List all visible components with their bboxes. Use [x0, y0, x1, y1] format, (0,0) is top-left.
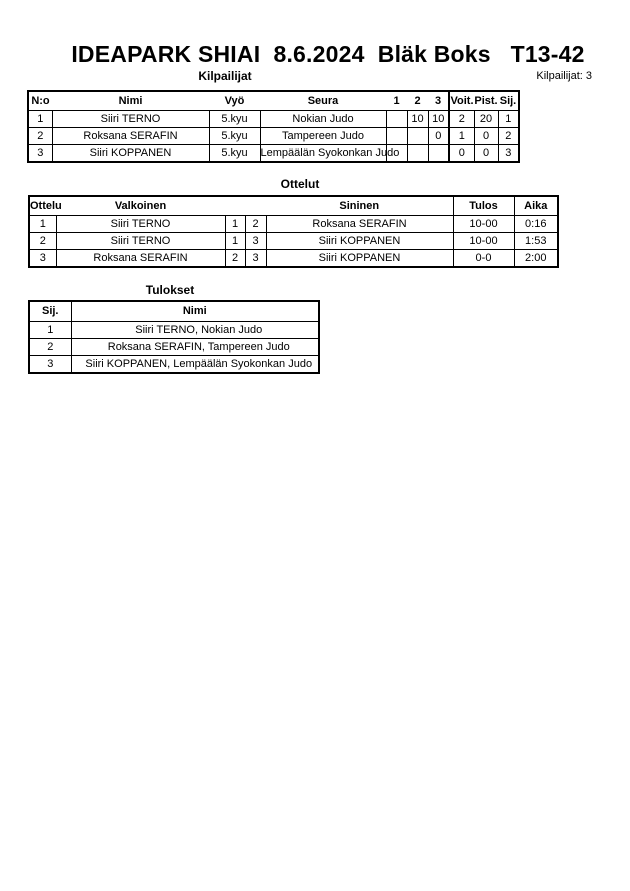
ottelut-table: [28, 195, 559, 268]
cell: 0: [474, 128, 498, 145]
cell: 0:16: [514, 216, 558, 233]
cell: 10: [407, 111, 428, 128]
tulokset-table: [28, 300, 320, 374]
header-no: N:o: [28, 91, 52, 111]
match-row: [29, 250, 558, 268]
cell: 0: [428, 128, 449, 145]
cell: 1:53: [514, 233, 558, 250]
header-sininen: Sininen: [266, 196, 453, 216]
cell: [407, 145, 428, 163]
cell: 1: [449, 128, 474, 145]
cell: [428, 145, 449, 163]
cell: 0: [449, 145, 474, 163]
header-valkoinen: Valkoinen: [56, 196, 225, 216]
page-title: IDEAPARK SHIAI 8.6.2024 Bläk Boks T13-42: [71, 41, 585, 67]
cell: 10-00: [453, 216, 514, 233]
cell: Lempäälän Syokonkan Judo: [260, 145, 386, 163]
header-blue-number: [245, 196, 266, 216]
cell: 20: [474, 111, 498, 128]
match-row: [29, 233, 558, 250]
cell: Siiri TERNO: [52, 111, 209, 128]
section-label-tulokset: Tulokset: [145, 283, 195, 297]
kilpailijat-header-row: [28, 91, 519, 111]
cell: 2: [29, 233, 56, 250]
cell: 3: [28, 145, 52, 163]
competitor-row: [28, 128, 519, 145]
cell: 2: [498, 128, 519, 145]
cell: 1: [28, 111, 52, 128]
ottelut-header-row: [29, 196, 558, 216]
header-seura: Seura: [260, 91, 386, 111]
header-vyo: Vyö: [209, 91, 260, 111]
cell: 5.kyu: [209, 111, 260, 128]
cell: 3: [245, 233, 266, 250]
section-label-ottelut: Ottelut: [280, 177, 320, 191]
cell: 10: [428, 111, 449, 128]
cell: 1: [498, 111, 519, 128]
cell: Siiri TERNO: [56, 233, 225, 250]
result-row: [29, 322, 319, 339]
header-nimi: Nimi: [71, 301, 319, 322]
cell: Roksana SERAFIN, Tampereen Judo: [71, 339, 319, 356]
header-sij: Sij.: [29, 301, 71, 322]
cell: 5.kyu: [209, 145, 260, 163]
header-round-1: 1: [386, 91, 407, 111]
header-tulos: Tulos: [453, 196, 514, 216]
cell: [386, 111, 407, 128]
cell: 2: [28, 128, 52, 145]
header-round-2: 2: [407, 91, 428, 111]
cell: Siiri TERNO, Nokian Judo: [71, 322, 319, 339]
cell: Siiri TERNO: [56, 216, 225, 233]
header-white-number: [225, 196, 245, 216]
cell: 1: [29, 322, 71, 339]
cell: 2: [29, 339, 71, 356]
cell: Roksana SERAFIN: [52, 128, 209, 145]
result-row: [29, 339, 319, 356]
header-nimi: Nimi: [52, 91, 209, 111]
cell: Siiri KOPPANEN, Lempäälän Syokonkan Judo: [71, 356, 319, 374]
competitor-count-label: Kilpailijat: 3: [536, 70, 592, 82]
cell: [386, 128, 407, 145]
cell: 3: [498, 145, 519, 163]
cell: Roksana SERAFIN: [56, 250, 225, 268]
competitor-row: [28, 111, 519, 128]
match-row: [29, 216, 558, 233]
section-label-kilpailijat: Kilpailijat: [198, 69, 252, 83]
header-ottelu: Ottelu: [29, 196, 56, 216]
cell: 3: [245, 250, 266, 268]
cell: Nokian Judo: [260, 111, 386, 128]
cell: 3: [29, 250, 56, 268]
cell: 5.kyu: [209, 128, 260, 145]
cell: 1: [29, 216, 56, 233]
cell: 1: [225, 216, 245, 233]
cell: Siiri KOPPANEN: [266, 250, 453, 268]
header-sij: Sij.: [498, 91, 519, 111]
cell: Siiri KOPPANEN: [52, 145, 209, 163]
header-pist: Pist.: [474, 91, 498, 111]
cell: 0: [474, 145, 498, 163]
cell: 1: [225, 233, 245, 250]
tulokset-header-row: [29, 301, 319, 322]
competitor-row: [28, 145, 519, 163]
cell: Roksana SERAFIN: [266, 216, 453, 233]
cell: 2: [225, 250, 245, 268]
header-voit: Voit.: [449, 91, 474, 111]
cell: 2:00: [514, 250, 558, 268]
cell: Siiri KOPPANEN: [266, 233, 453, 250]
cell: [407, 128, 428, 145]
header-aika: Aika: [514, 196, 558, 216]
kilpailijat-table: [27, 90, 520, 163]
cell: 10-00: [453, 233, 514, 250]
cell: Tampereen Judo: [260, 128, 386, 145]
header-round-3: 3: [428, 91, 449, 111]
cell: 3: [29, 356, 71, 374]
cell: 0-0: [453, 250, 514, 268]
result-row: [29, 356, 319, 374]
cell: 2: [245, 216, 266, 233]
cell: 2: [449, 111, 474, 128]
